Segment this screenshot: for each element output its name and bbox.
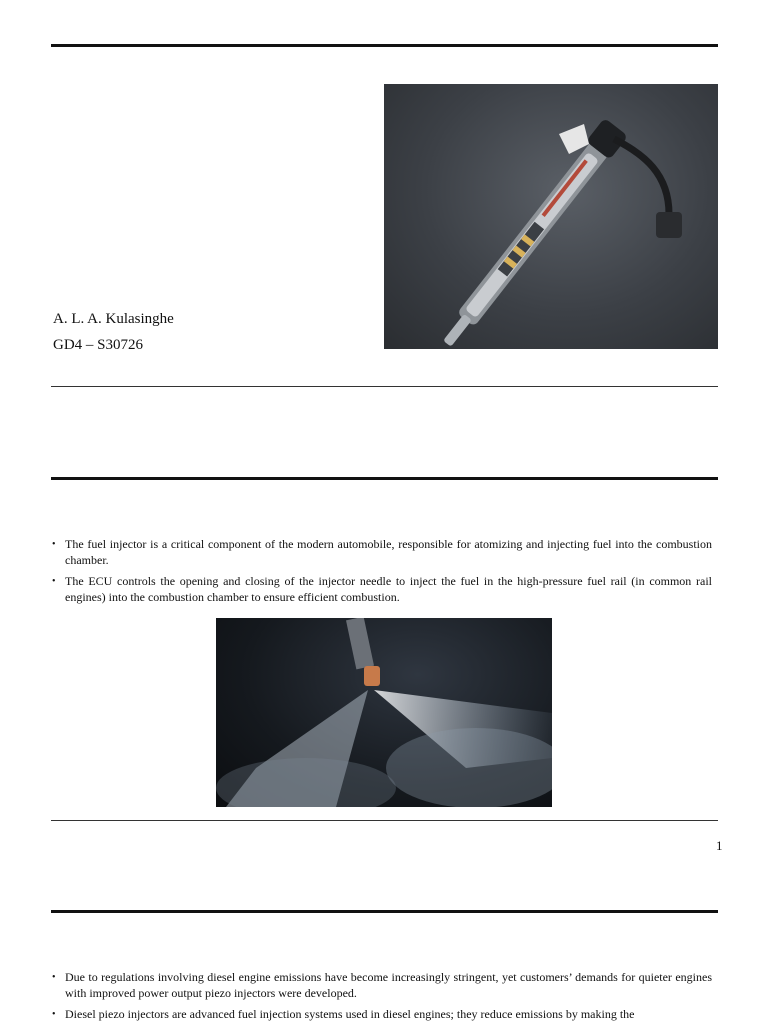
slide-bottom-rule <box>51 386 718 387</box>
list-item: • Due to regulations involving diesel engine emissions have become increasingly stringent, yet customers’ demands for quieter engines with improved power output piezo injectors were developed. <box>52 970 712 1001</box>
slide-top-rule <box>51 44 718 47</box>
slide-bottom-rule <box>51 820 718 821</box>
injector-spray-image <box>216 618 552 807</box>
injector-cutaway-image <box>384 84 718 349</box>
list-item: • The ECU controls the opening and closing of the injector needle to inject the fuel in the high-pressure fuel rail (in common rail engines) into the combustion chamber to ensure efficient combustion. <box>52 574 712 605</box>
bullet-list <box>52 537 712 611</box>
bullet-list <box>52 970 712 1029</box>
author-id: GD4 – S30726 <box>53 337 144 353</box>
list-item: • Diesel piezo injectors are advanced fuel injection systems used in diesel engines; they reduce emissions by making the <box>52 1007 712 1023</box>
slide-top-rule <box>51 477 718 480</box>
slide-top-rule <box>51 910 718 913</box>
page-number: 1 <box>716 838 723 853</box>
author-name: A. L. A. Kulasinghe <box>53 311 174 327</box>
list-item: • The fuel injector is a critical component of the modern automobile, responsible for atomizing and injecting fuel into the combustion chamber. <box>52 537 712 568</box>
